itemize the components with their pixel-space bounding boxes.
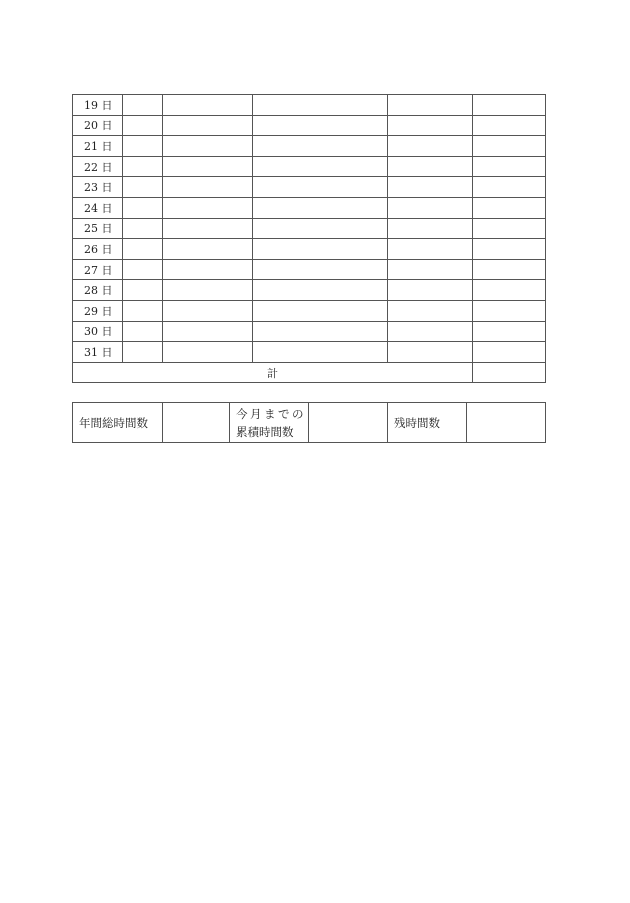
day-row: [73, 342, 546, 363]
day-entry-cell: [388, 136, 473, 157]
day-label: 29 日: [73, 300, 123, 321]
day-entry-cell: [123, 156, 163, 177]
day-entry-cell: [123, 259, 163, 280]
daily-log-rows: [73, 95, 546, 363]
day-entry-cell: [473, 300, 546, 321]
day-entry-cell: [473, 259, 546, 280]
day-row: [73, 239, 546, 260]
day-entry-cell: [388, 197, 473, 218]
day-entry-cell: [388, 115, 473, 136]
day-entry-cell: [163, 177, 253, 198]
day-entry-cell: [473, 115, 546, 136]
annual-total-hours-value: [163, 403, 230, 443]
day-label: 21 日: [73, 136, 123, 157]
day-entry-cell: [473, 177, 546, 198]
day-entry-cell: [253, 342, 388, 363]
day-entry-cell: [123, 321, 163, 342]
day-entry-cell: [123, 177, 163, 198]
day-entry-cell: [388, 280, 473, 301]
day-entry-cell: [388, 300, 473, 321]
day-entry-cell: [388, 259, 473, 280]
day-label: 24 日: [73, 197, 123, 218]
day-entry-cell: [163, 95, 253, 116]
day-entry-cell: [163, 280, 253, 301]
day-entry-cell: [253, 321, 388, 342]
day-entry-cell: [123, 136, 163, 157]
day-entry-cell: [253, 300, 388, 321]
day-entry-cell: [253, 156, 388, 177]
day-label: 27 日: [73, 259, 123, 280]
day-entry-cell: [253, 280, 388, 301]
day-entry-cell: [473, 136, 546, 157]
day-entry-cell: [388, 177, 473, 198]
day-entry-cell: [253, 95, 388, 116]
day-entry-cell: [163, 321, 253, 342]
day-entry-cell: [253, 136, 388, 157]
day-entry-cell: [253, 218, 388, 239]
day-entry-cell: [473, 239, 546, 260]
day-row: [73, 177, 546, 198]
day-row: [73, 115, 546, 136]
annual-total-hours-label: 年間総時間数: [73, 403, 163, 443]
cumulative-hours-label-line2: 累積時間数: [236, 424, 294, 439]
day-label: 30 日: [73, 321, 123, 342]
cumulative-hours-label: [230, 403, 309, 443]
day-entry-cell: [388, 156, 473, 177]
day-row: [73, 321, 546, 342]
day-label: 28 日: [73, 280, 123, 301]
day-row: [73, 95, 546, 116]
day-entry-cell: [163, 239, 253, 260]
daily-log-table: [72, 94, 546, 383]
day-entry-cell: [388, 342, 473, 363]
day-label: 31 日: [73, 342, 123, 363]
day-entry-cell: [123, 218, 163, 239]
day-entry-cell: [253, 239, 388, 260]
day-row: [73, 218, 546, 239]
day-label: 23 日: [73, 177, 123, 198]
day-entry-cell: [473, 197, 546, 218]
total-label: 計: [73, 362, 473, 383]
day-row: [73, 136, 546, 157]
day-label: 25 日: [73, 218, 123, 239]
day-entry-cell: [123, 300, 163, 321]
day-entry-cell: [473, 342, 546, 363]
cumulative-hours-value: [309, 403, 388, 443]
day-entry-cell: [163, 218, 253, 239]
summary-table: [72, 402, 546, 443]
day-row: [73, 300, 546, 321]
day-entry-cell: [123, 280, 163, 301]
remaining-hours-value: [467, 403, 546, 443]
day-row: [73, 156, 546, 177]
day-label: 22 日: [73, 156, 123, 177]
total-value-cell: [473, 362, 546, 383]
day-entry-cell: [253, 115, 388, 136]
total-row: [73, 362, 546, 383]
day-entry-cell: [388, 218, 473, 239]
day-label: 20 日: [73, 115, 123, 136]
day-entry-cell: [388, 239, 473, 260]
day-entry-cell: [123, 95, 163, 116]
day-entry-cell: [123, 342, 163, 363]
remaining-hours-label: 残時間数: [388, 403, 467, 443]
day-entry-cell: [163, 197, 253, 218]
day-entry-cell: [473, 321, 546, 342]
day-entry-cell: [473, 280, 546, 301]
day-row: [73, 280, 546, 301]
day-entry-cell: [163, 342, 253, 363]
day-entry-cell: [163, 136, 253, 157]
day-entry-cell: [473, 156, 546, 177]
day-row: [73, 197, 546, 218]
day-entry-cell: [253, 177, 388, 198]
day-entry-cell: [123, 115, 163, 136]
day-entry-cell: [388, 95, 473, 116]
summary-row: [73, 403, 546, 443]
cumulative-hours-label-line1: 今月までの: [236, 406, 306, 421]
day-entry-cell: [473, 95, 546, 116]
day-entry-cell: [388, 321, 473, 342]
day-entry-cell: [123, 197, 163, 218]
day-entry-cell: [123, 239, 163, 260]
day-label: 19 日: [73, 95, 123, 116]
day-entry-cell: [253, 259, 388, 280]
day-entry-cell: [163, 115, 253, 136]
day-entry-cell: [253, 197, 388, 218]
day-entry-cell: [163, 300, 253, 321]
day-label: 26 日: [73, 239, 123, 260]
day-entry-cell: [163, 259, 253, 280]
day-entry-cell: [163, 156, 253, 177]
day-entry-cell: [473, 218, 546, 239]
day-row: [73, 259, 546, 280]
